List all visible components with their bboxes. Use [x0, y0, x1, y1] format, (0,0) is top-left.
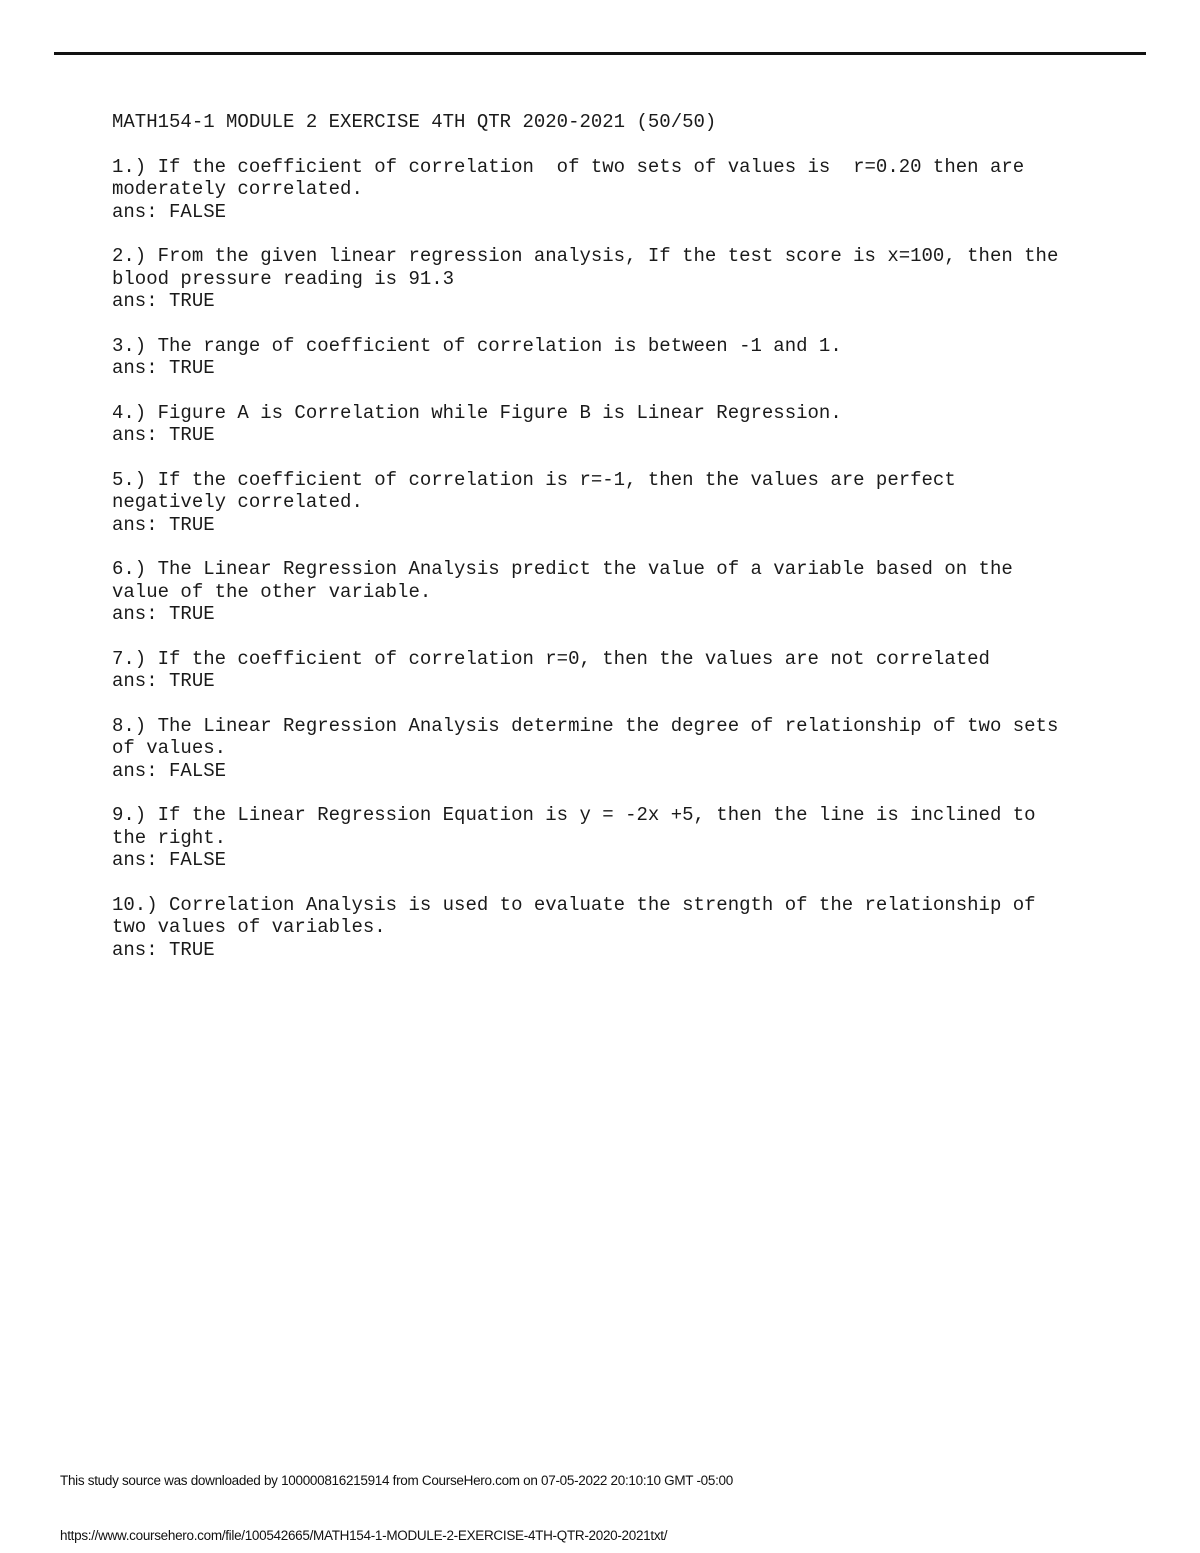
- qa-item-5: [112, 469, 1112, 537]
- question-8: 8.) The Linear Regression Analysis determine the degree of relationship of two sets of values.: [112, 714, 1059, 759]
- qa-item-6: [112, 558, 1112, 626]
- qa-item-9: [112, 804, 1112, 872]
- document-title: MATH154-1 MODULE 2 EXERCISE 4TH QTR 2020-2021 (50/50): [112, 111, 717, 133]
- qa-item-8: [112, 715, 1112, 783]
- answer-5: ans: TRUE: [112, 513, 215, 536]
- question-2: 2.) From the given linear regression analysis, If the test score is x=100, then the blood pressure reading is 91.3: [112, 245, 1059, 290]
- question-6: 6.) The Linear Regression Analysis predict the value of a variable based on the value of the other variable.: [112, 558, 1013, 603]
- question-1: 1.) If the coefficient of correlation of two sets of values is r=0.20 then are moderately correlated.: [112, 155, 1025, 200]
- question-7: 7.) If the coefficient of correlation r=0, then the values are not correlated: [112, 647, 990, 670]
- answer-6: ans: TRUE: [112, 603, 215, 625]
- answer-3: ans: TRUE: [112, 357, 215, 379]
- qa-item-10: [112, 894, 1112, 962]
- answer-4: ans: TRUE: [112, 424, 215, 446]
- answer-8: ans: FALSE: [112, 759, 227, 782]
- qa-item-7: [112, 648, 1112, 693]
- answer-10: ans: TRUE: [112, 938, 215, 961]
- source-url: https://www.coursehero.com/file/100542665/MATH154-1-MODULE-2-EXERCISE-4TH-QTR-2020-2021txt/: [60, 1528, 668, 1543]
- question-5: 5.) If the coefficient of correlation is r=-1, then the values are perfect negatively correlated.: [112, 468, 956, 513]
- download-notice: This study source was downloaded by 100000816215914 from CourseHero.com on 07-05-2022 20:10:10 GMT -05:00: [60, 1473, 733, 1488]
- document-body: [112, 111, 1112, 983]
- answer-9: ans: FALSE: [112, 849, 227, 871]
- qa-item-2: [112, 245, 1112, 313]
- question-10: 10.) Correlation Analysis is used to evaluate the strength of the relationship of two values of variables.: [112, 893, 1036, 938]
- question-9: 9.) If the Linear Regression Equation is y = -2x +5, then the line is inclined to the right.: [112, 804, 1036, 849]
- answer-1: ans: FALSE: [112, 200, 227, 223]
- answer-2: ans: TRUE: [112, 290, 215, 312]
- qa-item-4: [112, 402, 1112, 447]
- question-4: 4.) Figure A is Correlation while Figure B is Linear Regression.: [112, 401, 842, 424]
- question-3: 3.) The range of coefficient of correlation is between -1 and 1.: [112, 334, 842, 357]
- qa-item-3: [112, 335, 1112, 380]
- qa-item-1: [112, 156, 1112, 224]
- answer-7: ans: TRUE: [112, 670, 215, 692]
- top-divider: [54, 52, 1146, 55]
